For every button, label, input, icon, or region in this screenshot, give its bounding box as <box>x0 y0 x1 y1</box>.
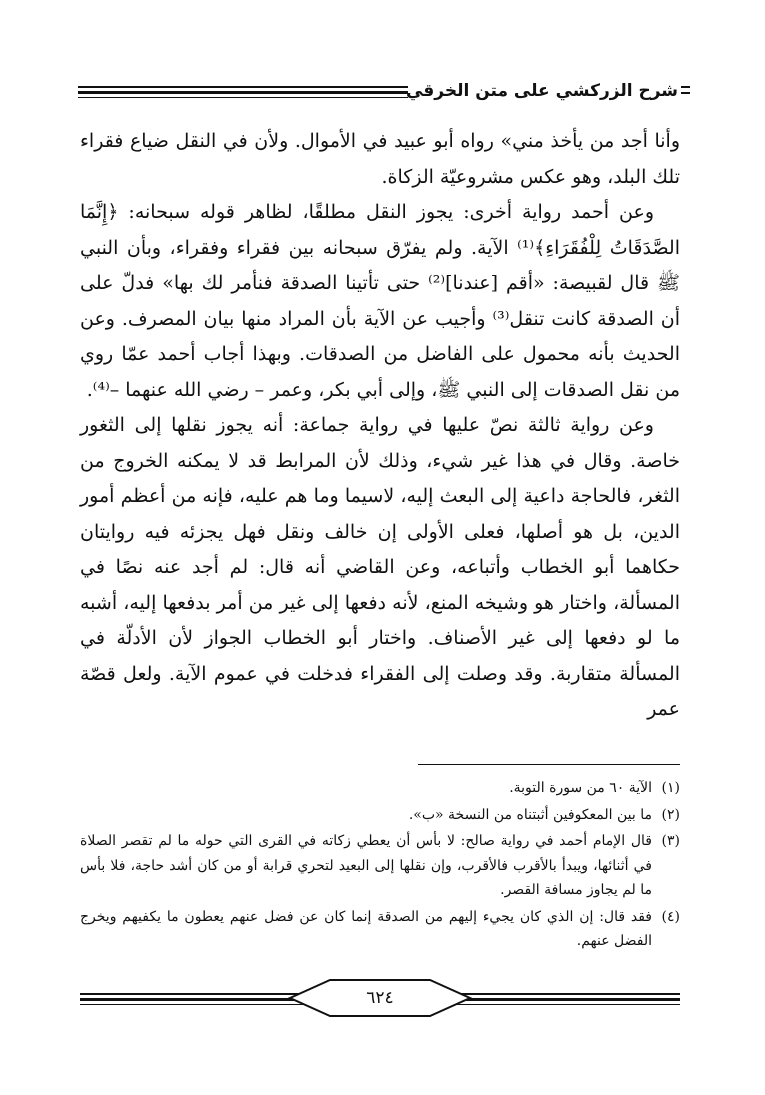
footnote-number: (٣) <box>661 833 680 849</box>
footnote <box>80 829 680 903</box>
footnote-text: قال الإمام أحمد في رواية صالح: لا بأس أن يعطي زكاته في القرى التي حوله ما لم تقصر الصلاة في أثنائها، ويبدأ بالأقرب فالأقرب، وإن نقلها إلى البعيد لتحري قرابة أو من كان أشد حاجة، فلا بأس ما لم يجاوز مسافة القصر. <box>80 833 652 898</box>
header-rule <box>78 91 408 94</box>
page-number: ٦٢٤ <box>366 988 394 1008</box>
footnote <box>80 803 680 828</box>
footnote-text: ما بين المعكوفين أثبتناه من النسخة «ب». <box>408 806 652 823</box>
footnotes <box>80 776 680 956</box>
footnote <box>80 776 680 801</box>
header-ornament <box>681 86 690 94</box>
footnote-number: (٤) <box>661 908 680 925</box>
paragraph: وعن أحمد رواية أخرى: يجوز النقل مطلقًا، لظاهر قوله سبحانه: ﴿إِنَّمَا الصَّدَقَاتُ لِلْفُقَرَاءِ﴾⁽¹⁾ الآية. ولم يفرّق سبحانه بين فقراء وفقراء، وبأن النبي ﷺ قال لقبيصة: «أقم [عندنا]⁽²⁾ حتى تأتينا الصدقة فنأمر لك بها» فدلّ على أن الصدقة كانت تنقل⁽³⁾ وأجيب عن الآية بأن المراد منها بيان المصرف. وعن الحديث بأنه محمول على الفاضل من الصدقات. وبهذا أجاب أحمد عمّا روي من نقل الصدقات إلى النبي ﷺ، وإلى أبي بكر، وعمر – رضي الله عنهما –⁽⁴⁾. <box>80 201 680 401</box>
header-title: شرح الزركشي على متن الخرقي <box>405 81 678 101</box>
paragraph: وعن رواية ثالثة نصّ عليها في رواية جماعة: أنه يجوز نقلها إلى الثغور خاصة. وقال في هذا غير شيء، وذلك لأن المرابط قد لا يمكنه الخروج من الثغر، فالحاجة داعية إلى البعث إليه، لاسيما وما هم عليه، فإنه من أعظم أمور الدين، بل هو أصلها، فعلى الأولى إن خالف ونقل فهل يجزئه فيه روايتان حكاهما أبو الخطاب وأتباعه، وعن القاضي أنه قال: لم أجد عنه نصًا في المسألة، واختار هو وشيخه المنع، لأنه دفعها إلى غير من أمر بدفعها إليه، أشبه ما لو دفعها إلى غير الأصناف. واختار أبو الخطاب الجواز لأن الأدلّة في المسألة متقاربة. وقد وصلت إلى الفقراء فدخلت في عموم الآية. ولعل قصّة عمر <box>80 414 680 720</box>
header-rule <box>78 97 408 98</box>
paragraph: وأنا أجد من يأخذ مني» رواه أبو عبيد في الأموال. ولأن في النقل ضياع فقراء تلك البلد، وهو عكس مشروعيّة الزكاة. <box>80 130 680 188</box>
footnote-separator <box>418 764 680 765</box>
page-footer <box>80 976 680 1022</box>
running-header <box>78 80 678 114</box>
header-rule <box>78 86 408 88</box>
footnote-text: فقد قال: إن الذي كان يجيء إليهم من الصدقة إنما كان عن فضل عنهم يعطون ما يكفيهم ويخرج الفضل عنهم. <box>80 908 652 949</box>
footnote <box>80 905 680 954</box>
footnote-text: الآية ٦٠ من سورة التوبة. <box>509 780 652 796</box>
main-text <box>80 124 680 728</box>
footnote-number: (٢) <box>661 806 680 823</box>
footnote-number: (١) <box>661 780 680 796</box>
